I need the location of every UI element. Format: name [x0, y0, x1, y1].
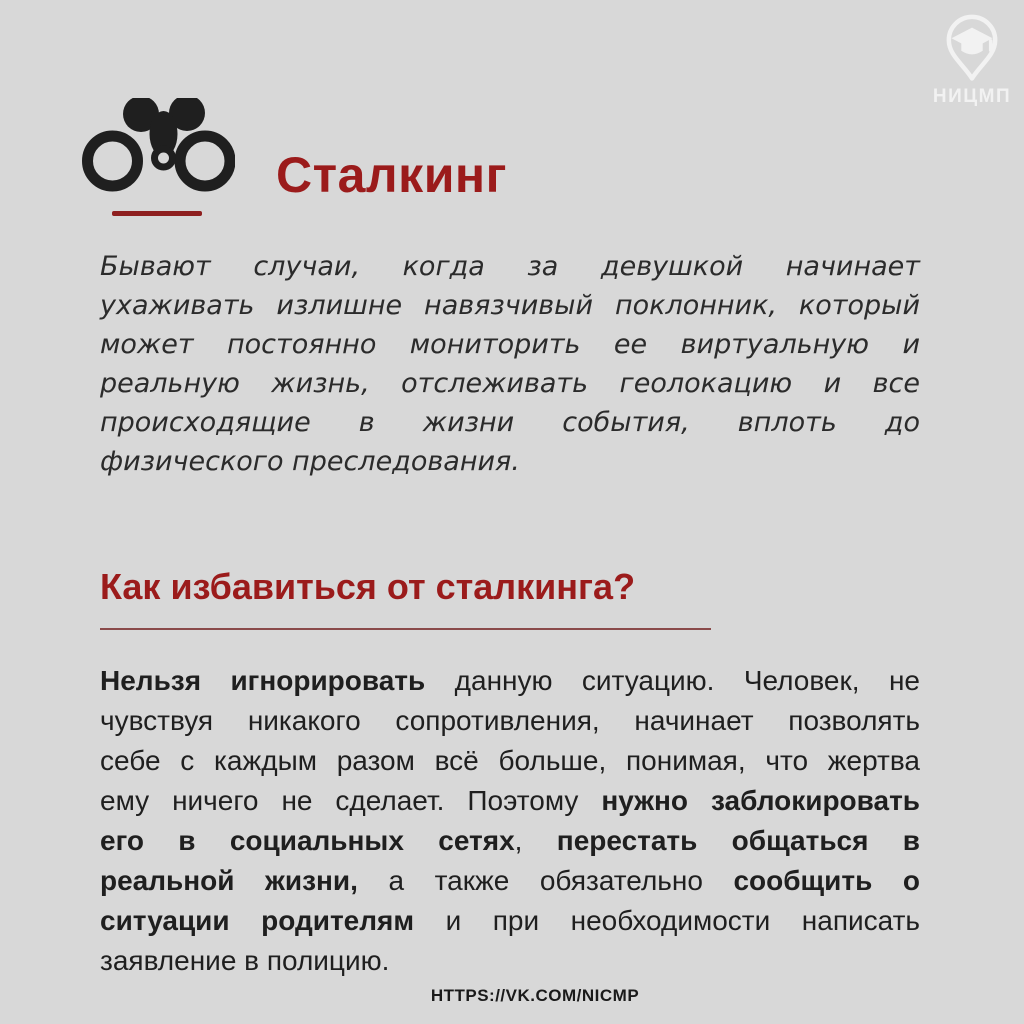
text-line: реальную жизнь, отслеживать геолокацию и все — [100, 368, 920, 399]
page-title: Сталкинг — [276, 147, 507, 203]
section-body-paragraph — [100, 661, 920, 981]
footer-url: HTTPS://VK.COM/NICMP — [430, 986, 640, 1005]
text-line: заявление в полицию. — [100, 945, 390, 976]
org-logo — [925, 14, 1019, 108]
text-line: ухаживать излишне навязчивый поклонник, который — [100, 290, 920, 321]
text-line: чувствуя никакого сопротивления, начинает позволять — [100, 705, 920, 736]
text-line: ему ничего не сделает. Поэтому нужно заблокировать — [100, 785, 920, 816]
text-line: происходящие в жизни события, вплоть до — [100, 407, 920, 438]
section-divider — [100, 628, 711, 630]
binoculars-icon — [82, 98, 235, 192]
text-line: Бывают случаи, когда за девушкой начинает — [100, 251, 920, 282]
text-line: ситуации родителям и при необходимости написать — [100, 905, 920, 936]
location-pin-graduation-cap-icon — [939, 14, 1005, 84]
text-line: физического преследования. — [100, 446, 520, 477]
text-line: Нельзя игнорировать данную ситуацию. Человек, не — [100, 665, 920, 696]
text-line: реальной жизни, а также обязательно сообщить о — [100, 865, 920, 896]
title-accent-underline — [112, 211, 202, 216]
intro-paragraph — [100, 247, 920, 481]
section-heading: Как избавиться от сталкинга? — [100, 566, 636, 607]
org-logo-label: НИЦМП — [932, 86, 1012, 107]
text-line: его в социальных сетях, перестать общаться в — [100, 825, 921, 856]
text-line: себе с каждым разом всё больше, понимая, что жертва — [100, 745, 920, 776]
text-line: может постоянно мониторить ее виртуальную и — [100, 329, 920, 360]
